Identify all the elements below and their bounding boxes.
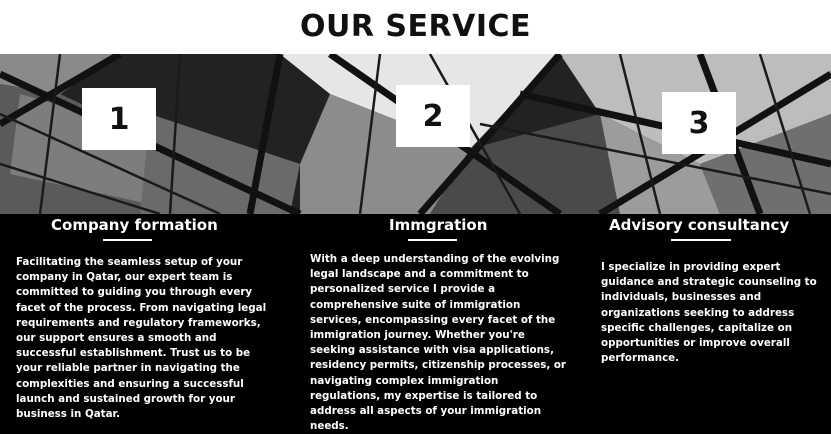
service-card-immigration — [290, 214, 580, 433]
service-description: I specialize in providing expert guidance and strategic counseling to individuals, businesses and organizations seeking to address specific challenges, capitalize on opportunities or improve overall performance. — [601, 261, 817, 365]
title-underline — [103, 239, 152, 241]
service-title: Company formation — [51, 216, 218, 234]
hero-banner — [0, 54, 831, 214]
title-bar — [0, 0, 831, 54]
page-title: OUR SERVICE — [300, 8, 531, 44]
service-number-3: 3 — [662, 92, 736, 154]
service-card-company-formation — [0, 214, 290, 426]
service-title: Advisory consultancy — [609, 216, 790, 234]
service-title: Immgration — [389, 216, 488, 234]
service-card-advisory-consultancy — [580, 214, 831, 426]
service-number-1: 1 — [82, 88, 156, 150]
title-underline — [671, 239, 731, 241]
service-number-2: 2 — [396, 85, 470, 147]
service-description: Facilitating the seamless setup of your company in Qatar, our expert team is committed to guiding you through every facet of the process. From navigating legal requirements and regulatory frameworks, our support ensures a smooth and successful establishment. Trust us to be your reliable partner in navigating the complexities and ensuring a successful launch and sustained growth for your business in Qatar. — [16, 256, 267, 421]
title-underline — [408, 239, 457, 241]
service-description: With a deep understanding of the evolving legal landscape and a commitment to personalized service I provide a comprehensive suite of immigration services, encompassing every facet of the immigration journey. Whether you're seeking assistance with visa applications, residency permits, citizenship processes, or navigating complex immigration regulations, my expertise is tailored to address all aspects of your immigration needs. — [310, 253, 567, 433]
